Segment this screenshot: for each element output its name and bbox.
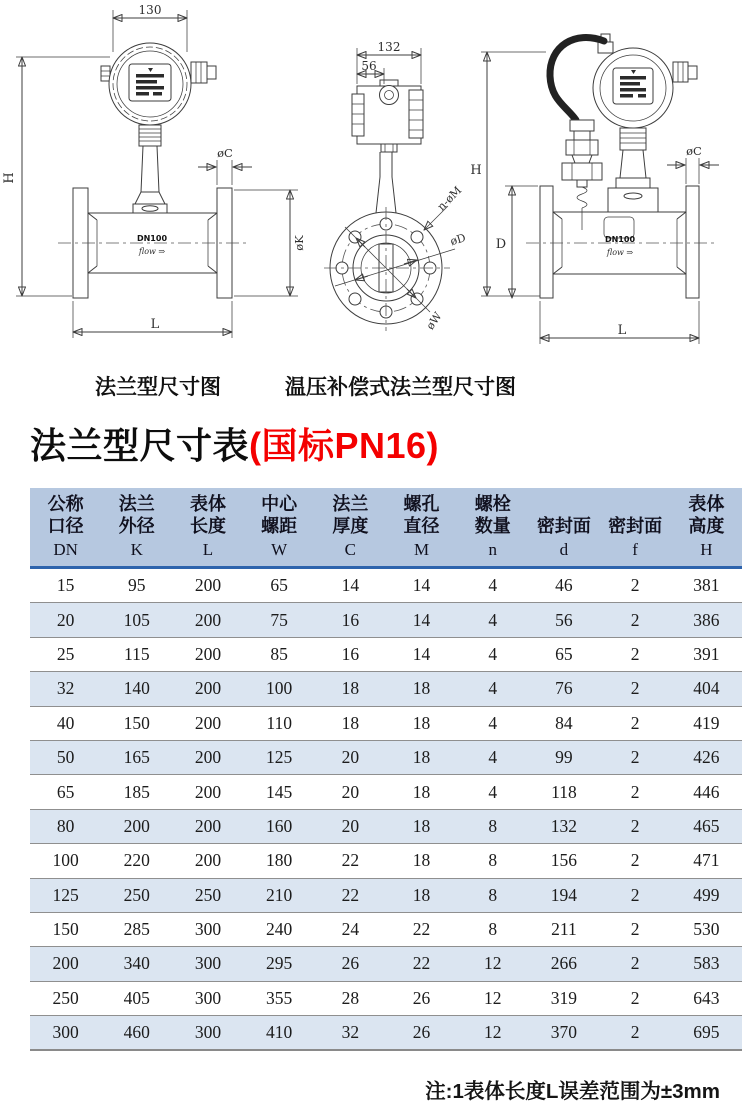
table-cell: 12	[457, 1016, 528, 1051]
table-cell: 100	[30, 844, 101, 878]
table-cell: 24	[315, 912, 386, 946]
dim-C-label: øC	[686, 144, 702, 158]
table-cell: 185	[101, 775, 172, 809]
flow-direction-label: flow ⇒	[606, 248, 634, 257]
table-cell: 355	[244, 981, 315, 1015]
column-header: 密封面 d	[528, 488, 599, 568]
table-cell: 80	[30, 809, 101, 843]
table-cell: 46	[528, 568, 599, 603]
table-cell: 2	[600, 912, 671, 946]
dim-L-label: L	[617, 323, 627, 338]
table-cell: 26	[386, 981, 457, 1015]
flange-face-drawing	[318, 0, 470, 368]
table-cell: 2	[600, 1016, 671, 1051]
table-cell: 14	[386, 568, 457, 603]
table-cell: 18	[386, 844, 457, 878]
table-cell: 2	[600, 844, 671, 878]
table-cell: 15	[30, 568, 101, 603]
table-cell: 300	[172, 912, 243, 946]
dim-H-label: H	[2, 172, 17, 184]
table-cell: 14	[315, 568, 386, 603]
flow-direction-label: flow ⇒	[138, 247, 166, 256]
table-row	[30, 568, 742, 603]
flange-type-drawing	[0, 0, 318, 368]
table-cell: 75	[244, 603, 315, 637]
table-cell: 200	[172, 706, 243, 740]
table-cell: 76	[528, 672, 599, 706]
table-row	[30, 844, 742, 878]
table-cell: 405	[101, 981, 172, 1015]
table-row	[30, 1016, 742, 1051]
table-cell: 180	[244, 844, 315, 878]
table-cell: 200	[30, 947, 101, 981]
table-cell: 300	[172, 947, 243, 981]
meter-neck-side	[376, 152, 396, 213]
table-cell: 56	[528, 603, 599, 637]
table-cell: 200	[101, 809, 172, 843]
table-cell: 20	[315, 775, 386, 809]
table-cell: 40	[30, 706, 101, 740]
table-row	[30, 706, 742, 740]
footnote: 注:1表体长度L误差范围为±3mm	[425, 1080, 720, 1103]
table-cell: 65	[244, 568, 315, 603]
column-header: 公称 口径 DN	[30, 488, 101, 568]
dimension-table	[30, 488, 742, 1051]
table-cell: 419	[671, 706, 742, 740]
table-cell: 18	[386, 706, 457, 740]
temp-probe	[550, 38, 604, 230]
table-cell: 2	[600, 637, 671, 671]
table-header-row	[30, 488, 742, 568]
table-cell: 20	[30, 603, 101, 637]
table-cell: 84	[528, 706, 599, 740]
compensated-flange-drawing	[470, 0, 750, 368]
table-cell: 200	[172, 809, 243, 843]
table-cell: 26	[386, 1016, 457, 1051]
table-cell: 295	[244, 947, 315, 981]
table-cell: 12	[457, 947, 528, 981]
dim-L-label: L	[150, 317, 160, 332]
table-cell: 2	[600, 878, 671, 912]
transmitter-head-side	[352, 80, 423, 152]
table-cell: 150	[30, 912, 101, 946]
table-cell: 16	[315, 603, 386, 637]
left-drawing-caption: 法兰型尺寸图	[95, 376, 221, 399]
table-cell: 200	[172, 844, 243, 878]
table-cell: 4	[457, 568, 528, 603]
table-cell: 28	[315, 981, 386, 1015]
table-cell: 4	[457, 603, 528, 637]
table-cell: 381	[671, 568, 742, 603]
table-cell: 285	[101, 912, 172, 946]
column-header: 表体 高度 H	[671, 488, 742, 568]
table-cell: 446	[671, 775, 742, 809]
title-main: 法兰型尺寸表	[30, 425, 250, 466]
table-cell: 404	[671, 672, 742, 706]
table-cell: 2	[600, 740, 671, 774]
column-header: 密封面 f	[600, 488, 671, 568]
table-cell: 18	[386, 740, 457, 774]
table-cell: 4	[457, 775, 528, 809]
table-cell: 200	[172, 740, 243, 774]
table-cell: 426	[671, 740, 742, 774]
dim-56-label: 56	[361, 59, 377, 73]
pipe-size-label: DN100	[604, 235, 636, 244]
table-cell: 370	[528, 1016, 599, 1051]
table-cell: 2	[600, 672, 671, 706]
dimension-flange-thickness-C-right	[667, 144, 719, 184]
table-cell: 2	[600, 568, 671, 603]
column-header: 法兰 外径 K	[101, 488, 172, 568]
table-cell: 4	[457, 706, 528, 740]
table-cell: 145	[244, 775, 315, 809]
table-cell: 50	[30, 740, 101, 774]
table-cell: 8	[457, 878, 528, 912]
table-cell: 210	[244, 878, 315, 912]
table-cell: 200	[172, 672, 243, 706]
table-cell: 8	[457, 844, 528, 878]
table-cell: 132	[528, 809, 599, 843]
table-cell: 18	[315, 672, 386, 706]
table-cell: 220	[101, 844, 172, 878]
table-cell: 65	[30, 775, 101, 809]
table-cell: 20	[315, 809, 386, 843]
dim-132-label: 132	[377, 40, 401, 54]
table-cell: 319	[528, 981, 599, 1015]
table-cell: 2	[600, 603, 671, 637]
table-cell: 471	[671, 844, 742, 878]
column-header: 中心 螺距 W	[244, 488, 315, 568]
table-cell: 410	[244, 1016, 315, 1051]
table-cell: 22	[386, 912, 457, 946]
table-cell: 18	[315, 706, 386, 740]
table-cell: 18	[386, 775, 457, 809]
dimension-flange-thickness-C	[198, 146, 252, 185]
table-cell: 100	[244, 672, 315, 706]
table-cell: 300	[172, 1016, 243, 1051]
table-cell: 250	[101, 878, 172, 912]
table-cell: 200	[172, 775, 243, 809]
meter-neck-right	[608, 128, 658, 212]
table-cell: 18	[386, 878, 457, 912]
dim-nM-label: n-øM	[434, 183, 465, 214]
table-cell: 2	[600, 947, 671, 981]
table-row	[30, 775, 742, 809]
table-row	[30, 912, 742, 946]
table-cell: 65	[528, 637, 599, 671]
dim-C-label: øC	[217, 146, 233, 160]
table-cell: 200	[172, 637, 243, 671]
dimension-length-L	[73, 301, 232, 338]
table-cell: 266	[528, 947, 599, 981]
table-cell: 156	[528, 844, 599, 878]
table-cell: 695	[671, 1016, 742, 1051]
transmitter-head-right	[593, 34, 697, 128]
table-cell: 22	[315, 844, 386, 878]
table-cell: 18	[386, 672, 457, 706]
dim-D-label: D	[495, 237, 507, 252]
dim-130-label: 130	[138, 3, 162, 17]
table-row	[30, 637, 742, 671]
table-cell: 200	[172, 603, 243, 637]
table-cell: 8	[457, 809, 528, 843]
table-row	[30, 672, 742, 706]
transmitter-head	[101, 43, 216, 125]
title-standard-highlight: (国标PN16)	[249, 425, 440, 466]
table-cell: 165	[101, 740, 172, 774]
table-cell: 2	[600, 981, 671, 1015]
dim-W-label: øW	[423, 309, 445, 333]
column-header: 螺孔 直径 M	[386, 488, 457, 568]
table-cell: 99	[528, 740, 599, 774]
right-drawing-caption: 温压补偿式法兰型尺寸图	[285, 376, 516, 399]
table-cell: 240	[244, 912, 315, 946]
table-cell: 26	[315, 947, 386, 981]
table-cell: 643	[671, 981, 742, 1015]
table-cell: 4	[457, 637, 528, 671]
table-cell: 32	[30, 672, 101, 706]
table-cell: 300	[172, 981, 243, 1015]
table-cell: 32	[315, 1016, 386, 1051]
table-cell: 160	[244, 809, 315, 843]
table-cell: 2	[600, 809, 671, 843]
table-cell: 118	[528, 775, 599, 809]
table-cell: 4	[457, 672, 528, 706]
table-cell: 460	[101, 1016, 172, 1051]
dimension-body-diameter-D	[496, 186, 538, 298]
table-cell: 22	[386, 947, 457, 981]
table-cell: 110	[244, 706, 315, 740]
table-cell: 125	[244, 740, 315, 774]
table-cell: 8	[457, 912, 528, 946]
page-title	[30, 424, 439, 468]
table-cell: 20	[315, 740, 386, 774]
table-cell: 340	[101, 947, 172, 981]
dimension-length-L-right	[540, 301, 699, 344]
table-row	[30, 809, 742, 843]
dim-K-label: øK	[292, 235, 306, 251]
table-cell: 16	[315, 637, 386, 671]
table-cell: 2	[600, 775, 671, 809]
table-cell: 4	[457, 740, 528, 774]
table-cell: 105	[101, 603, 172, 637]
table-row	[30, 603, 742, 637]
table-cell: 85	[244, 637, 315, 671]
table-cell: 530	[671, 912, 742, 946]
table-cell: 386	[671, 603, 742, 637]
table-cell: 250	[172, 878, 243, 912]
pipe-size-label: DN100	[136, 234, 168, 243]
table-cell: 22	[315, 878, 386, 912]
table-cell: 18	[386, 809, 457, 843]
table-cell: 211	[528, 912, 599, 946]
table-row	[30, 981, 742, 1015]
table-cell: 25	[30, 637, 101, 671]
meter-neck	[133, 125, 167, 213]
table-cell: 14	[386, 637, 457, 671]
table-cell: 499	[671, 878, 742, 912]
table-cell: 115	[101, 637, 172, 671]
table-row	[30, 878, 742, 912]
table-cell: 194	[528, 878, 599, 912]
column-header: 法兰 厚度 C	[315, 488, 386, 568]
table-cell: 2	[600, 706, 671, 740]
flange-dimension-table	[30, 488, 742, 1051]
dimension-height-H-right	[470, 52, 546, 296]
table-cell: 140	[101, 672, 172, 706]
column-header: 表体 长度 L	[172, 488, 243, 568]
table-cell: 125	[30, 878, 101, 912]
table-cell: 250	[30, 981, 101, 1015]
table-cell: 300	[30, 1016, 101, 1051]
table-cell: 583	[671, 947, 742, 981]
table-cell: 200	[172, 568, 243, 603]
table-cell: 14	[386, 603, 457, 637]
column-header: 螺栓 数量 n	[457, 488, 528, 568]
table-cell: 150	[101, 706, 172, 740]
table-row	[30, 740, 742, 774]
table-row	[30, 947, 742, 981]
table-body	[30, 568, 742, 1051]
table-cell: 12	[457, 981, 528, 1015]
table-cell: 95	[101, 568, 172, 603]
table-cell: 465	[671, 809, 742, 843]
dim-H-label: H	[470, 163, 482, 178]
table-cell: 391	[671, 637, 742, 671]
dim-D-label: øD	[448, 231, 468, 249]
